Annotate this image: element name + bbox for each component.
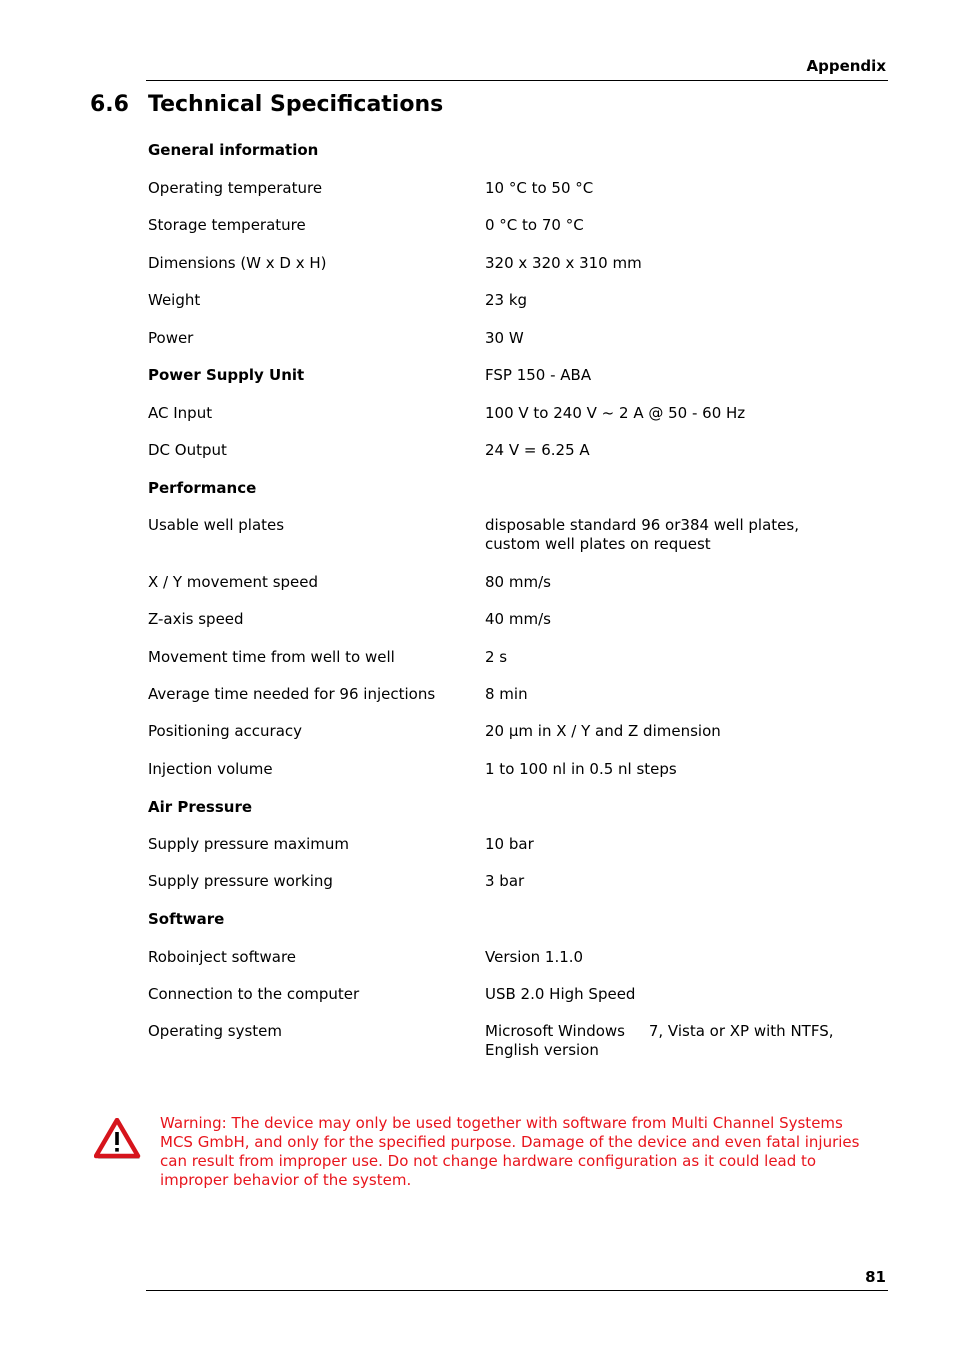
- spec-value: 8 min: [485, 685, 528, 703]
- spec-value: 3 bar: [485, 872, 525, 890]
- spec-label: Operating system: [148, 1022, 282, 1040]
- page-number: 81: [865, 1268, 886, 1286]
- warning-text: Warning: The device may only be used together with software from Multi Channel Systems MCS GmbH, and only for the specified purpose. Damage of the device and even fatal injuries can result from improper use. Do not change hardware configuration as it could lead to improper behavior of the system.: [160, 1114, 860, 1189]
- spec-value: 10 bar: [485, 835, 534, 853]
- header-rule: [146, 80, 888, 81]
- section-title-text: Technical Specifications: [148, 92, 444, 117]
- spec-value: 30 W: [485, 329, 524, 347]
- footer-rule: [146, 1290, 888, 1291]
- spec-value: 23 kg: [485, 291, 528, 309]
- spec-value: 40 mm/s: [485, 610, 551, 628]
- spec-label: Roboinject software: [148, 948, 297, 966]
- spec-label: Injection volume: [148, 760, 273, 778]
- spec-label: Connection to the computer: [148, 985, 360, 1003]
- spec-label: Average time needed for 96 injections: [148, 685, 436, 703]
- spec-value: 1 to 100 nl in 0.5 nl steps: [485, 760, 677, 778]
- spec-label: Usable well plates: [148, 516, 285, 534]
- warning-triangle-icon: [94, 1118, 142, 1162]
- spec-label: Operating temperature: [148, 179, 323, 197]
- spec-label: Air Pressure: [148, 798, 253, 816]
- spec-label: Z-axis speed: [148, 610, 244, 628]
- spec-value: Version 1.1.0: [485, 948, 584, 966]
- spec-label: Movement time from well to well: [148, 648, 395, 666]
- spec-label: Weight: [148, 291, 201, 309]
- spec-value: 24 V = 6.25 A: [485, 441, 590, 459]
- spec-label: AC Input: [148, 404, 213, 422]
- spec-value: FSP 150 - ABA: [485, 366, 592, 384]
- spec-label: Power: [148, 329, 194, 347]
- section-number: 6.6: [90, 92, 129, 117]
- spec-value: 10 °C to 50 °C: [485, 179, 594, 197]
- spec-value: 0 °C to 70 °C: [485, 216, 584, 234]
- spec-label: Storage temperature: [148, 216, 306, 234]
- spec-label: Software: [148, 910, 225, 928]
- spec-label: Power Supply Unit: [148, 366, 305, 384]
- spec-value: 320 x 320 x 310 mm: [485, 254, 642, 272]
- spec-value: 20 µm in X / Y and Z dimension: [485, 722, 721, 740]
- spec-value: 100 V to 240 V ~ 2 A @ 50 - 60 Hz: [485, 404, 746, 422]
- section-title: [90, 92, 443, 117]
- spec-label: Performance: [148, 479, 257, 497]
- spec-label: General information: [148, 141, 319, 159]
- spec-label: X / Y movement speed: [148, 573, 319, 591]
- spec-value: 80 mm/s: [485, 573, 551, 591]
- chapter-header: Appendix: [806, 57, 886, 75]
- spec-label: Supply pressure working: [148, 872, 333, 890]
- spec-label: DC Output: [148, 441, 227, 459]
- spec-label: Supply pressure maximum: [148, 835, 350, 853]
- spec-value: 2 s: [485, 648, 508, 666]
- spec-value: USB 2.0 High Speed: [485, 985, 636, 1003]
- spec-label: Positioning accuracy: [148, 722, 303, 740]
- spec-value: disposable standard 96 or384 well plates, custom well plates on request: [485, 516, 799, 553]
- spec-label: Dimensions (W x D x H): [148, 254, 327, 272]
- spec-value: Microsoft Windows 7, Vista or XP with NTFS, English version: [485, 1022, 839, 1059]
